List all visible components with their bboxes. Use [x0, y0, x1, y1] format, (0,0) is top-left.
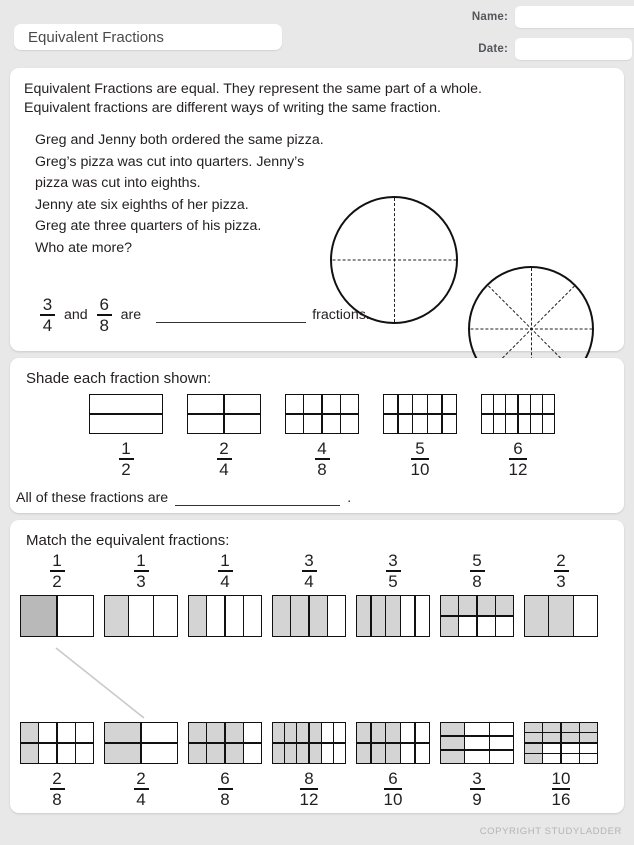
numerator: 5 [472, 551, 482, 570]
grid-cell[interactable] [465, 737, 488, 749]
answer-blank-input[interactable] [156, 308, 306, 323]
pizza-cut-line [333, 260, 457, 261]
grid-cell[interactable] [506, 395, 517, 413]
grid-cell[interactable] [525, 733, 542, 742]
grid-cell[interactable] [273, 744, 284, 763]
grid-cell[interactable] [562, 733, 579, 742]
fraction-grid[interactable] [272, 595, 346, 637]
grid-cell[interactable] [105, 723, 140, 742]
grid-cell[interactable] [416, 723, 429, 742]
grid-cell[interactable] [413, 395, 426, 413]
grid-cell[interactable] [188, 395, 223, 413]
fraction-label [217, 440, 232, 478]
grid-cell[interactable] [482, 415, 493, 433]
grid-cell[interactable] [304, 395, 321, 413]
intro-line-2: Equivalent fractions are different ways of writing the same fraction. [24, 100, 441, 116]
fraction-grid[interactable] [104, 595, 178, 637]
fraction-label [119, 440, 134, 478]
grid-cell[interactable] [574, 596, 597, 636]
grid-cell[interactable] [401, 596, 414, 636]
grid-cell[interactable] [441, 751, 464, 763]
grid-cell[interactable] [490, 751, 513, 763]
grid-cell[interactable] [90, 395, 162, 413]
fraction-label [552, 770, 571, 808]
numerator: 3 [388, 551, 398, 570]
grid-cell[interactable] [76, 723, 93, 742]
grid-cell[interactable] [543, 733, 560, 742]
grid-cell[interactable] [273, 596, 290, 636]
fraction-label [411, 440, 430, 478]
fraction-label [50, 552, 65, 590]
grid-cell[interactable] [207, 744, 224, 763]
fraction-label [218, 552, 233, 590]
match-option-top[interactable] [440, 552, 514, 637]
grid-cell[interactable] [310, 723, 321, 742]
grid-cell[interactable] [207, 723, 224, 742]
answer-sentence [40, 296, 370, 334]
numerator: 4 [317, 439, 327, 458]
grid-cell[interactable] [39, 723, 56, 742]
are-word: are [120, 307, 142, 323]
match-option-top[interactable] [104, 552, 178, 637]
numerator: 10 [551, 769, 571, 788]
fraction-label [554, 552, 569, 590]
grid-cell[interactable] [543, 723, 560, 732]
answer-fraction-1 [40, 296, 55, 334]
grid-cell[interactable] [142, 723, 177, 742]
grid-cell[interactable] [386, 596, 399, 636]
grid-cell[interactable] [21, 744, 38, 763]
grid-cell[interactable] [401, 744, 414, 763]
denominator: 4 [42, 316, 53, 335]
grid-cell[interactable] [525, 754, 542, 763]
grid-cell[interactable] [322, 744, 333, 763]
numerator: 1 [121, 439, 131, 458]
grid-cell[interactable] [334, 744, 345, 763]
grid-cell[interactable] [478, 596, 495, 615]
grid-cell[interactable] [328, 596, 345, 636]
fraction-caption [470, 770, 485, 808]
denominator: 4 [219, 460, 229, 479]
grid-cell[interactable] [519, 415, 530, 433]
numerator: 6 [513, 439, 523, 458]
fraction-caption [554, 552, 569, 590]
grid-cell[interactable] [297, 744, 308, 763]
grid-cell[interactable] [428, 395, 441, 413]
denominator: 10 [383, 790, 403, 809]
grid-cell[interactable] [244, 744, 261, 763]
grid-cell[interactable] [226, 744, 243, 763]
grid-cell[interactable] [357, 744, 370, 763]
match-option-top[interactable] [20, 552, 94, 637]
denominator: 16 [551, 790, 571, 809]
fraction-caption [50, 552, 65, 590]
name-input[interactable] [515, 6, 634, 28]
denominator: 4 [304, 572, 314, 591]
grid-cell[interactable] [465, 723, 488, 735]
fraction-caption [315, 440, 330, 478]
grid-cell[interactable] [494, 415, 505, 433]
grid-cell[interactable] [399, 395, 412, 413]
grid-cell[interactable] [244, 723, 261, 742]
grid-cell[interactable] [341, 415, 358, 433]
match-option-bottom[interactable] [188, 722, 262, 808]
grid-cell[interactable] [525, 596, 548, 636]
grid-cell[interactable] [490, 723, 513, 735]
fraction-grid[interactable] [440, 595, 514, 637]
grid-cell[interactable] [207, 596, 224, 636]
denominator: 4 [136, 790, 146, 809]
grid-cell[interactable] [384, 395, 397, 413]
grid-cell[interactable] [416, 744, 429, 763]
fraction-caption [119, 440, 134, 478]
fraction-label [134, 770, 149, 808]
grid-cell[interactable] [285, 744, 296, 763]
shade-fraction-item [85, 394, 167, 478]
fraction-label [470, 552, 485, 590]
fraction-label [302, 552, 317, 590]
shade-fraction-item [477, 394, 559, 478]
fraction-grid[interactable] [524, 595, 598, 637]
match-option-top[interactable] [356, 552, 430, 637]
grid-cell[interactable] [580, 754, 597, 763]
date-field-row [388, 38, 632, 60]
grid-cell[interactable] [562, 723, 579, 732]
fraction-label [509, 440, 528, 478]
grid-cell[interactable] [189, 596, 206, 636]
grid-cell[interactable] [494, 395, 505, 413]
fraction-caption [217, 440, 232, 478]
denominator: 12 [508, 460, 528, 479]
numerator: 5 [415, 439, 425, 458]
fraction-caption [411, 440, 430, 478]
grid-cell[interactable] [580, 733, 597, 742]
match-option-bottom[interactable] [356, 722, 430, 808]
denominator: 10 [410, 460, 430, 479]
grid-cell[interactable] [304, 415, 321, 433]
fraction-label [470, 770, 485, 808]
grid-cell[interactable] [188, 415, 223, 433]
shade-fraction-item [379, 394, 461, 478]
numerator: 3 [304, 551, 314, 570]
denominator: 4 [220, 572, 230, 591]
shade-fraction-item [183, 394, 265, 478]
word-problem-line: Greg ate three quarters of his pizza. [35, 218, 262, 234]
numerator: 3 [42, 295, 53, 314]
grid-cell[interactable] [549, 596, 572, 636]
grid-cell[interactable] [531, 395, 542, 413]
grid-cell[interactable] [413, 415, 426, 433]
fraction-caption [134, 770, 149, 808]
grid-cell[interactable] [580, 744, 597, 753]
grid-cell[interactable] [142, 744, 177, 763]
fraction-caption [50, 770, 65, 808]
fraction-caption [218, 552, 233, 590]
name-field-row [388, 6, 634, 28]
grid-cell[interactable] [273, 723, 284, 742]
numerator: 1 [136, 551, 146, 570]
match-option-bottom[interactable] [440, 722, 514, 808]
grid-cell[interactable] [519, 395, 530, 413]
grid-cell[interactable] [226, 596, 243, 636]
denominator: 8 [52, 790, 62, 809]
grid-cell[interactable] [291, 596, 308, 636]
denominator: 12 [299, 790, 319, 809]
match-option-top[interactable] [272, 552, 346, 637]
grid-cell[interactable] [525, 723, 542, 732]
grid-cell[interactable] [490, 737, 513, 749]
grid-cell[interactable] [225, 415, 260, 433]
date-input[interactable] [515, 38, 632, 60]
grid-cell[interactable] [443, 415, 456, 433]
grid-cell[interactable] [323, 395, 340, 413]
worksheet-title: Equivalent Fractions [14, 24, 282, 50]
word-problem-text [35, 130, 325, 259]
match-option-bottom[interactable] [104, 722, 178, 808]
numerator: 3 [472, 769, 482, 788]
fraction-caption [300, 770, 319, 808]
denominator: 2 [52, 572, 62, 591]
grid-cell[interactable] [357, 723, 370, 742]
fraction-grid[interactable] [356, 595, 430, 637]
fraction-label [384, 770, 403, 808]
grid-cell[interactable] [372, 596, 385, 636]
grid-cell[interactable] [543, 395, 554, 413]
grid-cell[interactable] [297, 723, 308, 742]
fraction-label [386, 552, 401, 590]
match-section-title: Match the equivalent fractions: [26, 532, 230, 549]
grid-cell[interactable] [441, 723, 464, 735]
numerator: 8 [304, 769, 314, 788]
grid-cell[interactable] [285, 723, 296, 742]
grid-cell[interactable] [286, 395, 303, 413]
fraction-caption [470, 552, 485, 590]
grid-cell[interactable] [543, 415, 554, 433]
all-fractions-text: All of these fractions are [16, 490, 169, 506]
fraction-grid[interactable] [524, 722, 598, 764]
fraction-grid[interactable] [104, 722, 178, 764]
grid-cell[interactable] [372, 723, 385, 742]
grid-cell[interactable] [443, 395, 456, 413]
fraction-label [134, 552, 149, 590]
grid-cell[interactable] [562, 744, 579, 753]
match-bottom-row [20, 722, 598, 808]
all-fractions-period: . [347, 490, 352, 506]
grid-cell[interactable] [105, 744, 140, 763]
grid-cell[interactable] [386, 744, 399, 763]
grid-cell[interactable] [478, 617, 495, 636]
numerator: 6 [220, 769, 230, 788]
fraction-caption [134, 552, 149, 590]
fraction-grid[interactable] [20, 595, 94, 637]
fraction-grid[interactable] [356, 722, 430, 764]
grid-cell[interactable] [226, 723, 243, 742]
shade-section-title: Shade each fraction shown: [26, 370, 212, 387]
numerator: 6 [388, 769, 398, 788]
numerator: 6 [99, 295, 109, 314]
grid-cell[interactable] [189, 723, 206, 742]
grid-cell[interactable] [441, 737, 464, 749]
grid-cell[interactable] [562, 754, 579, 763]
copyright-footer: COPYRIGHT STUDYLADDER [479, 826, 622, 837]
denominator: 3 [556, 572, 566, 591]
grid-cell[interactable] [244, 596, 261, 636]
match-top-row [20, 552, 598, 637]
all-fractions-sentence [16, 490, 351, 506]
fraction-grid[interactable] [187, 394, 261, 434]
grid-cell[interactable] [21, 723, 38, 742]
denominator: 8 [472, 572, 482, 591]
grid-cell[interactable] [386, 723, 399, 742]
grid-cell[interactable] [384, 415, 397, 433]
grid-cell[interactable] [90, 415, 162, 433]
grid-cell[interactable] [105, 596, 128, 636]
date-label: Date: [478, 43, 508, 55]
grid-cell[interactable] [543, 754, 560, 763]
grid-cell[interactable] [39, 744, 56, 763]
match-option-top[interactable] [524, 552, 598, 637]
match-option-top[interactable] [188, 552, 262, 637]
fraction-caption [509, 440, 528, 478]
fraction-grid[interactable] [383, 394, 457, 434]
fraction-label [50, 770, 65, 808]
grid-cell[interactable] [322, 723, 333, 742]
grid-cell[interactable] [21, 596, 56, 636]
denominator: 5 [388, 572, 398, 591]
fraction-caption [386, 552, 401, 590]
grid-cell[interactable] [441, 596, 458, 615]
numerator: 2 [219, 439, 229, 458]
fraction-caption [552, 770, 571, 808]
fraction-grid[interactable] [285, 394, 359, 434]
answer-fraction-2 [97, 296, 112, 334]
grid-cell[interactable] [334, 723, 345, 742]
all-fractions-blank-input[interactable] [175, 491, 340, 506]
grid-cell[interactable] [496, 617, 513, 636]
fraction-label [218, 770, 233, 808]
fraction-label [315, 440, 330, 478]
grid-cell[interactable] [154, 596, 177, 636]
denominator: 8 [220, 790, 230, 809]
match-option-bottom[interactable] [20, 722, 94, 808]
grid-cell[interactable] [506, 415, 517, 433]
grid-cell[interactable] [482, 395, 493, 413]
grid-cell[interactable] [58, 723, 75, 742]
fraction-grid[interactable] [188, 595, 262, 637]
grid-cell[interactable] [225, 395, 260, 413]
grid-cell[interactable] [543, 744, 560, 753]
numerator: 1 [52, 551, 62, 570]
fraction-caption [302, 552, 317, 590]
grid-cell[interactable] [441, 617, 458, 636]
fractions-word: fractions. [312, 307, 370, 323]
grid-cell[interactable] [401, 723, 414, 742]
grid-cell[interactable] [341, 395, 358, 413]
shade-fraction-item [281, 394, 363, 478]
denominator: 9 [472, 790, 482, 809]
fraction-grid[interactable] [440, 722, 514, 764]
word-problem-line: Who ate more? [35, 239, 132, 256]
grid-cell[interactable] [459, 617, 476, 636]
intro-line-1: Equivalent Fractions are equal. They represent the same part of a whole. [24, 81, 482, 97]
match-option-bottom[interactable] [272, 722, 346, 808]
fraction-grid[interactable] [188, 722, 262, 764]
grid-cell[interactable] [323, 415, 340, 433]
fraction-grid[interactable] [272, 722, 346, 764]
denominator: 3 [136, 572, 146, 591]
word-problem-line: Jenny ate six eighths of her pizza. [35, 196, 249, 213]
fraction-label [300, 770, 319, 808]
grid-cell[interactable] [58, 596, 93, 636]
grid-cell[interactable] [310, 596, 327, 636]
grid-cell[interactable] [525, 744, 542, 753]
numerator: 2 [556, 551, 566, 570]
grid-cell[interactable] [58, 744, 75, 763]
grid-cell[interactable] [580, 723, 597, 732]
intro-text [24, 80, 604, 118]
numerator: 2 [52, 769, 62, 788]
grid-cell[interactable] [531, 415, 542, 433]
grid-cell[interactable] [286, 415, 303, 433]
grid-cell[interactable] [357, 596, 370, 636]
fraction-grid[interactable] [20, 722, 94, 764]
grid-cell[interactable] [310, 744, 321, 763]
fraction-grid[interactable] [89, 394, 163, 434]
grid-cell[interactable] [189, 744, 206, 763]
grid-cell[interactable] [372, 744, 385, 763]
match-option-bottom[interactable] [524, 722, 598, 808]
worksheet-header [0, 0, 634, 62]
grid-cell[interactable] [129, 596, 152, 636]
grid-cell[interactable] [465, 751, 488, 763]
grid-cell[interactable] [428, 415, 441, 433]
grid-cell[interactable] [496, 596, 513, 615]
fraction-caption [384, 770, 403, 808]
section-intro-panel [10, 68, 624, 351]
numerator: 2 [136, 769, 146, 788]
denominator: 2 [121, 460, 131, 479]
denominator: 8 [317, 460, 327, 479]
shade-fraction-items [85, 394, 559, 478]
numerator: 1 [220, 551, 230, 570]
grid-cell[interactable] [459, 596, 476, 615]
fraction-caption [218, 770, 233, 808]
grid-cell[interactable] [76, 744, 93, 763]
and-word: and [64, 307, 88, 323]
name-label: Name: [471, 11, 508, 23]
grid-cell[interactable] [399, 415, 412, 433]
fraction-grid[interactable] [481, 394, 555, 434]
grid-cell[interactable] [416, 596, 429, 636]
word-problem-line: Greg and Jenny both ordered the same pizza. Greg’s pizza was cut into quarters. Jenny’s pizza was cut into eighths. [35, 132, 324, 191]
denominator: 8 [99, 316, 109, 335]
